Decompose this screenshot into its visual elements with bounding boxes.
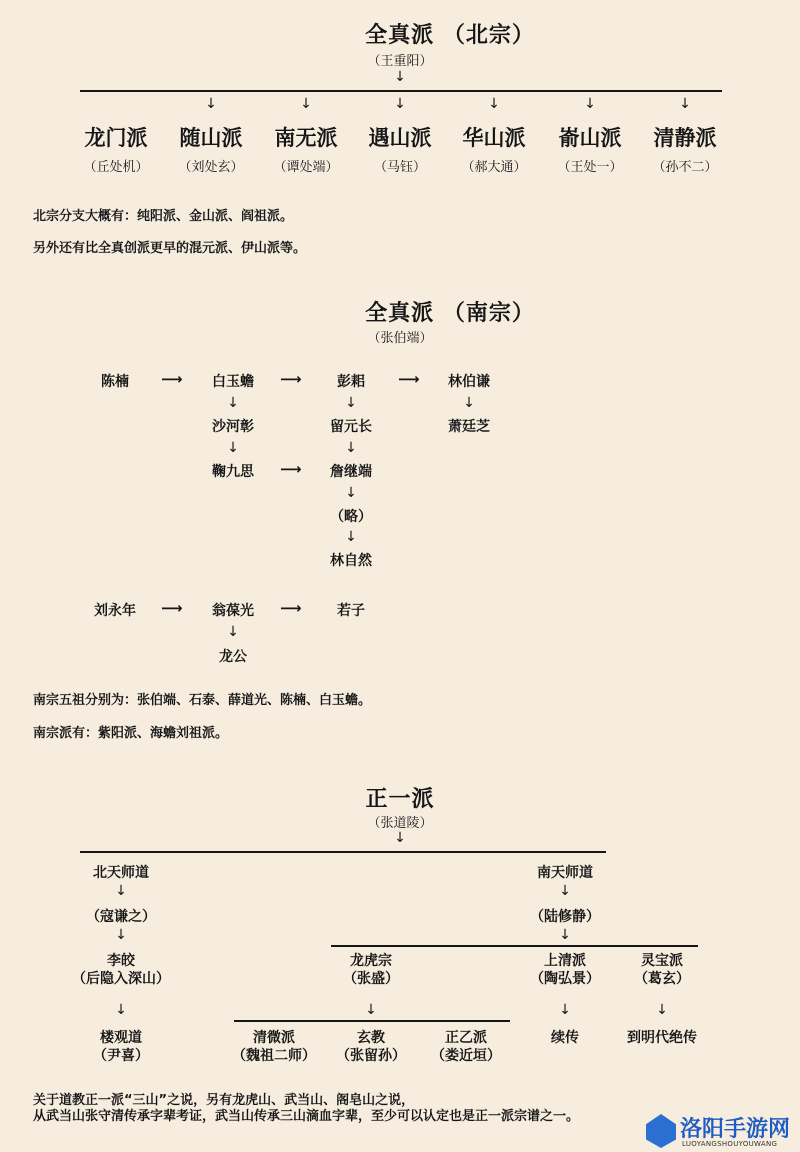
node-weng-baoguang: 翁葆光 bbox=[212, 603, 254, 619]
branch-person: （郝大通） bbox=[461, 160, 527, 175]
zhengyi-title: 正一派 bbox=[365, 787, 435, 812]
zhengyi-split-line bbox=[80, 851, 606, 853]
arrow-down-icon: ↓ bbox=[679, 96, 691, 112]
zhengyi-note-2: 从武当山张守清传承字辈考证，武当山传承三山滴血字辈，至少可以认定也是正一派宗谱之一。 bbox=[33, 1109, 580, 1124]
arrow-right-icon: ⟶ bbox=[398, 370, 420, 388]
node-louguan-person: （尹喜） bbox=[93, 1048, 149, 1064]
node-zhengyi2: 正乙派 bbox=[445, 1030, 487, 1046]
arrow-down-icon: ↓ bbox=[463, 395, 475, 411]
arrow-right-icon: ⟶ bbox=[280, 370, 302, 388]
node-zhengyi2-person: （娄近垣） bbox=[431, 1048, 501, 1064]
node-qingwei-person: （魏祖二师） bbox=[232, 1048, 316, 1064]
branch-qingjing: 清静派 bbox=[653, 126, 717, 150]
branch-huashan: 华山派 bbox=[462, 126, 526, 150]
arrow-down-icon: ↓ bbox=[115, 927, 127, 943]
north-title: 全真派 （北宗） bbox=[365, 23, 535, 48]
node-ruo-zi: 若子 bbox=[337, 603, 365, 619]
north-founder: （王重阳） bbox=[367, 54, 433, 69]
watermark-url: LUOYANGSHOUYOUWANG bbox=[682, 1140, 778, 1148]
branch-yushan2: 嵛山派 bbox=[558, 126, 622, 150]
watermark bbox=[646, 1110, 796, 1150]
arrow-down-icon: ↓ bbox=[345, 440, 357, 456]
arrow-down-icon: ↓ bbox=[559, 883, 571, 899]
south-note-2: 南宗派有：紫阳派、海蟾刘祖派。 bbox=[33, 726, 229, 741]
branch-person: （刘处玄） bbox=[178, 160, 244, 175]
arrow-down-icon: ↓ bbox=[300, 96, 312, 112]
node-long-gong: 龙公 bbox=[219, 649, 247, 665]
zhengyi-founder: （张道陵） bbox=[367, 816, 433, 831]
arrow-down-icon: ↓ bbox=[365, 1002, 377, 1018]
arrow-down-icon: ↓ bbox=[656, 1002, 668, 1018]
arrow-down-icon: ↓ bbox=[559, 927, 571, 943]
node-peng-si: 彭耜 bbox=[337, 374, 365, 390]
arrow-down-icon: ↓ bbox=[345, 529, 357, 545]
node-xiao-tingzhi: 萧廷芝 bbox=[448, 419, 490, 435]
node-louguan: 楼观道 bbox=[100, 1030, 142, 1046]
node-kou-qianzhi: （寇谦之） bbox=[86, 909, 156, 925]
node-liu-yongnian: 刘永年 bbox=[94, 603, 136, 619]
arrow-down-icon: ↓ bbox=[394, 830, 406, 846]
node-juechuan: 到明代绝传 bbox=[627, 1030, 697, 1046]
watermark-logo-icon bbox=[646, 1114, 676, 1148]
node-li-jiao-note: （后隐入深山） bbox=[72, 971, 170, 987]
arrow-down-icon: ↓ bbox=[205, 96, 217, 112]
branch-longmen: 龙门派 bbox=[84, 126, 148, 150]
node-lu-xiujing: （陆修静） bbox=[530, 909, 600, 925]
north-branch-line bbox=[80, 90, 722, 92]
node-lingbao-person: （葛玄） bbox=[634, 971, 690, 987]
node-xuanjiao: 玄教 bbox=[357, 1030, 385, 1046]
node-xuchuan: 续传 bbox=[551, 1030, 579, 1046]
branch-person: （马钰） bbox=[373, 160, 427, 175]
node-xuanjiao-person: （张留孙） bbox=[336, 1048, 406, 1064]
branch-person: （王处一） bbox=[557, 160, 623, 175]
arrow-down-icon: ↓ bbox=[115, 883, 127, 899]
node-li-jiao: 李皎 bbox=[107, 953, 135, 969]
arrow-down-icon: ↓ bbox=[584, 96, 596, 112]
south-note-1: 南宗五祖分别为：张伯端、石泰、薛道光、陈楠、白玉蟾。 bbox=[33, 693, 372, 708]
node-qingwei: 清微派 bbox=[253, 1030, 295, 1046]
node-longhu-person: （张盛） bbox=[343, 971, 399, 987]
arrow-right-icon: ⟶ bbox=[280, 460, 302, 478]
node-zhan-jiduan: 詹继端 bbox=[330, 464, 372, 480]
south-title: 全真派 （南宗） bbox=[365, 301, 535, 326]
arrow-down-icon: ↓ bbox=[227, 440, 239, 456]
node-shangqing: 上清派 bbox=[544, 953, 586, 969]
branch-suishan: 随山派 bbox=[179, 126, 243, 150]
node-north-tianshi: 北天师道 bbox=[93, 865, 149, 881]
node-sha-daozhang: 沙河彰 bbox=[212, 419, 254, 435]
arrow-right-icon: ⟶ bbox=[161, 370, 183, 388]
node-shangqing-person: （陶弘景） bbox=[530, 971, 600, 987]
arrow-down-icon: ↓ bbox=[345, 485, 357, 501]
arrow-down-icon: ↓ bbox=[394, 69, 406, 85]
node-bai-yuchan: 白玉蟾 bbox=[212, 374, 254, 390]
south-tianshi-branch-line bbox=[331, 945, 698, 947]
arrow-down-icon: ↓ bbox=[394, 96, 406, 112]
node-ju-jiusi: 鞠九思 bbox=[212, 464, 254, 480]
north-note-2: 另外还有比全真创派更早的混元派、伊山派等。 bbox=[33, 241, 307, 256]
arrow-right-icon: ⟶ bbox=[280, 599, 302, 617]
node-lue: （略） bbox=[330, 509, 372, 525]
arrow-down-icon: ↓ bbox=[559, 1002, 571, 1018]
node-lin-ziran: 林自然 bbox=[330, 553, 372, 569]
watermark-text: 洛阳手游网 bbox=[680, 1117, 791, 1142]
branch-person: （谭处端） bbox=[273, 160, 339, 175]
node-lingbao: 灵宝派 bbox=[641, 953, 683, 969]
arrow-down-icon: ↓ bbox=[227, 395, 239, 411]
branch-person: （孙不二） bbox=[652, 160, 718, 175]
arrow-down-icon: ↓ bbox=[227, 624, 239, 640]
arrow-down-icon: ↓ bbox=[115, 1002, 127, 1018]
node-liu-yuanchang: 留元长 bbox=[330, 419, 372, 435]
arrow-down-icon: ↓ bbox=[488, 96, 500, 112]
node-south-tianshi: 南天师道 bbox=[537, 865, 593, 881]
south-founder: （张伯端） bbox=[367, 331, 433, 346]
node-chen-nan: 陈楠 bbox=[101, 374, 129, 390]
zhengyi-note-1: 关于道教正一派“三山”之说，另有龙虎山、武当山、阁皂山之说， bbox=[33, 1093, 415, 1108]
node-lin-boqian: 林伯谦 bbox=[448, 374, 490, 390]
node-longhu: 龙虎宗 bbox=[350, 953, 392, 969]
north-note-1: 北宗分支大概有：纯阳派、金山派、阎祖派。 bbox=[33, 209, 294, 224]
branch-nanwu: 南无派 bbox=[274, 126, 338, 150]
arrow-right-icon: ⟶ bbox=[161, 599, 183, 617]
arrow-down-icon: ↓ bbox=[345, 395, 357, 411]
longhu-branch-line bbox=[234, 1020, 510, 1022]
branch-yushan: 遇山派 bbox=[368, 126, 432, 150]
branch-person: （丘处机） bbox=[83, 160, 149, 175]
